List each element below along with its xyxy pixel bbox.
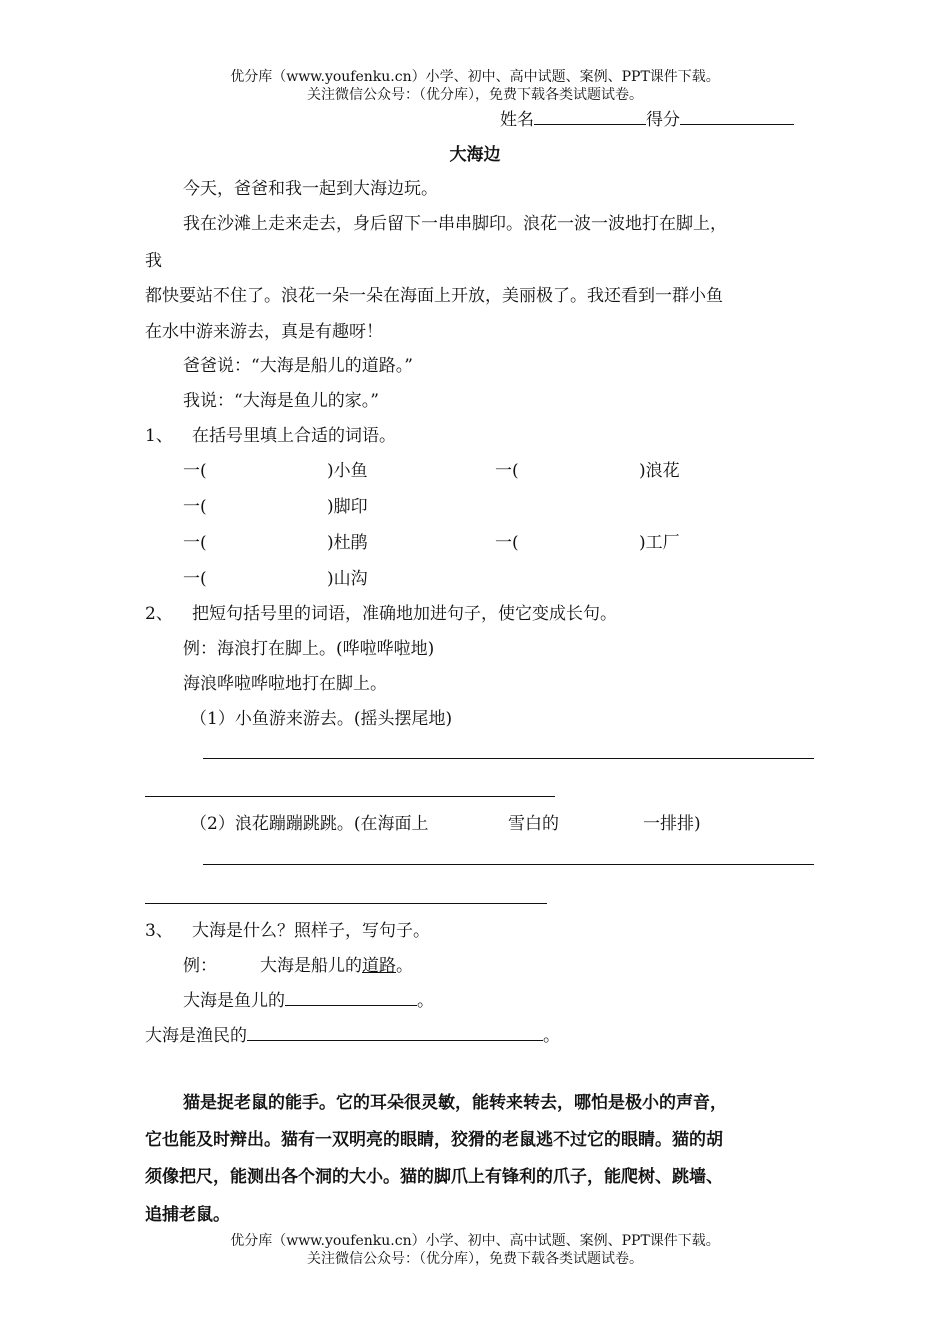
q3-line1-pre: 大海是鱼儿的 (183, 991, 285, 1011)
q1-item-prefix: 一( (495, 461, 519, 481)
footer-line-2: 关注微信公众号：（优分库），免费下载各类试题试卷。 (307, 1251, 643, 1267)
q3-example-label: 例： (183, 956, 217, 976)
q1-item-prefix: 一( (183, 533, 207, 553)
q1-item-prefix: 一( (183, 461, 207, 481)
passage-line: 今天，爸爸和我一起到大海边玩。 (183, 179, 438, 199)
passage-line: 我 (145, 251, 162, 271)
cat-passage-line: 须像把尺，能测出各个洞的大小。猫的脚爪上有锋利的爪子，能爬树、跳墙、 (145, 1167, 723, 1187)
q3-example-underlined: 道路 (362, 956, 396, 976)
q1-item-suffix: )山沟 (327, 569, 368, 589)
answer-line[interactable] (145, 903, 547, 904)
q1-item-suffix: )浪花 (639, 461, 680, 481)
name-field[interactable] (534, 108, 646, 125)
score-field[interactable] (680, 108, 794, 125)
q1-item-prefix: 一( (495, 533, 519, 553)
passage-line: 我在沙滩上走来走去，身后留下一串串脚印。浪花一波一波地打在脚上， (183, 214, 727, 234)
q3-number: 3、 (145, 921, 173, 941)
name-label: 姓名 (500, 110, 534, 130)
q3-blank[interactable] (247, 1024, 543, 1041)
q2-sub2-word: 一排排) (643, 814, 701, 834)
q2-sub2-word: 雪白的 (508, 814, 559, 834)
q3-prompt: 大海是什么？照样子，写句子。 (192, 921, 430, 941)
q3-line-1 (183, 989, 434, 1012)
answer-line[interactable] (203, 758, 814, 759)
q3-blank[interactable] (285, 989, 417, 1006)
q3-example-post: 。 (396, 956, 413, 976)
q1-item-suffix: )杜鹃 (327, 533, 368, 553)
q2-number: 2、 (145, 604, 173, 624)
q3-line2-post: 。 (543, 1026, 560, 1046)
q2-sub2: （2）浪花蹦蹦跳跳。(在海面上 (190, 814, 429, 834)
q1-number: 1、 (145, 426, 173, 446)
header-line-1: 优分库（www.youfenku.cn）小学、初中、高中试题、案例、PPT课件下载。 (230, 69, 720, 85)
name-score-row (500, 108, 794, 131)
cat-passage-line: 它也能及时辩出。猫有一双明亮的眼睛，狡猾的老鼠逃不过它的眼睛。猫的胡 (145, 1130, 723, 1150)
q1-item-suffix: )工厂 (639, 533, 680, 553)
q3-line-2 (145, 1024, 560, 1047)
q3-line2-pre: 大海是渔民的 (145, 1026, 247, 1046)
q3-example-pre: 大海是船儿的 (260, 956, 362, 976)
q2-sub1: （1）小鱼游来游去。(摇头摆尾地) (190, 709, 453, 729)
q3-line1-post: 。 (417, 991, 434, 1011)
answer-line[interactable] (145, 796, 555, 797)
page-title: 大海边 (449, 145, 501, 165)
cat-passage-line: 追捕老鼠。 (145, 1205, 230, 1225)
answer-line[interactable] (203, 864, 814, 865)
passage-line: 在水中游来游去，真是有趣呀！ (145, 322, 383, 342)
footer-line-1: 优分库（www.youfenku.cn）小学、初中、高中试题、案例、PPT课件下载。 (230, 1233, 720, 1249)
q2-prompt: 把短句括号里的词语，准确地加进句子，使它变成长句。 (192, 604, 617, 624)
q1-item-prefix: 一( (183, 497, 207, 517)
q1-item-prefix: 一( (183, 569, 207, 589)
q2-example-answer: 海浪哗啦哗啦地打在脚上。 (183, 674, 387, 694)
q1-prompt: 在括号里填上合适的词语。 (192, 426, 396, 446)
cat-passage-line: 猫是捉老鼠的能手。它的耳朵很灵敏，能转来转去，哪怕是极小的声音， (183, 1093, 727, 1113)
passage-line: 都快要站不住了。浪花一朵一朵在海面上开放，美丽极了。我还看到一群小鱼 (145, 286, 723, 306)
q3-example (260, 955, 413, 977)
passage-line: 我说：“大海是鱼儿的家。” (183, 391, 379, 411)
header-line-2: 关注微信公众号：（优分库），免费下载各类试题试卷。 (307, 87, 643, 103)
q1-item-suffix: )脚印 (327, 497, 368, 517)
score-label: 得分 (646, 110, 680, 130)
q2-example-sentence: 例：海浪打在脚上。(哗啦哗啦地) (183, 639, 435, 659)
q1-item-suffix: )小鱼 (327, 461, 368, 481)
passage-line: 爸爸说：“大海是船儿的道路。” (183, 356, 413, 376)
